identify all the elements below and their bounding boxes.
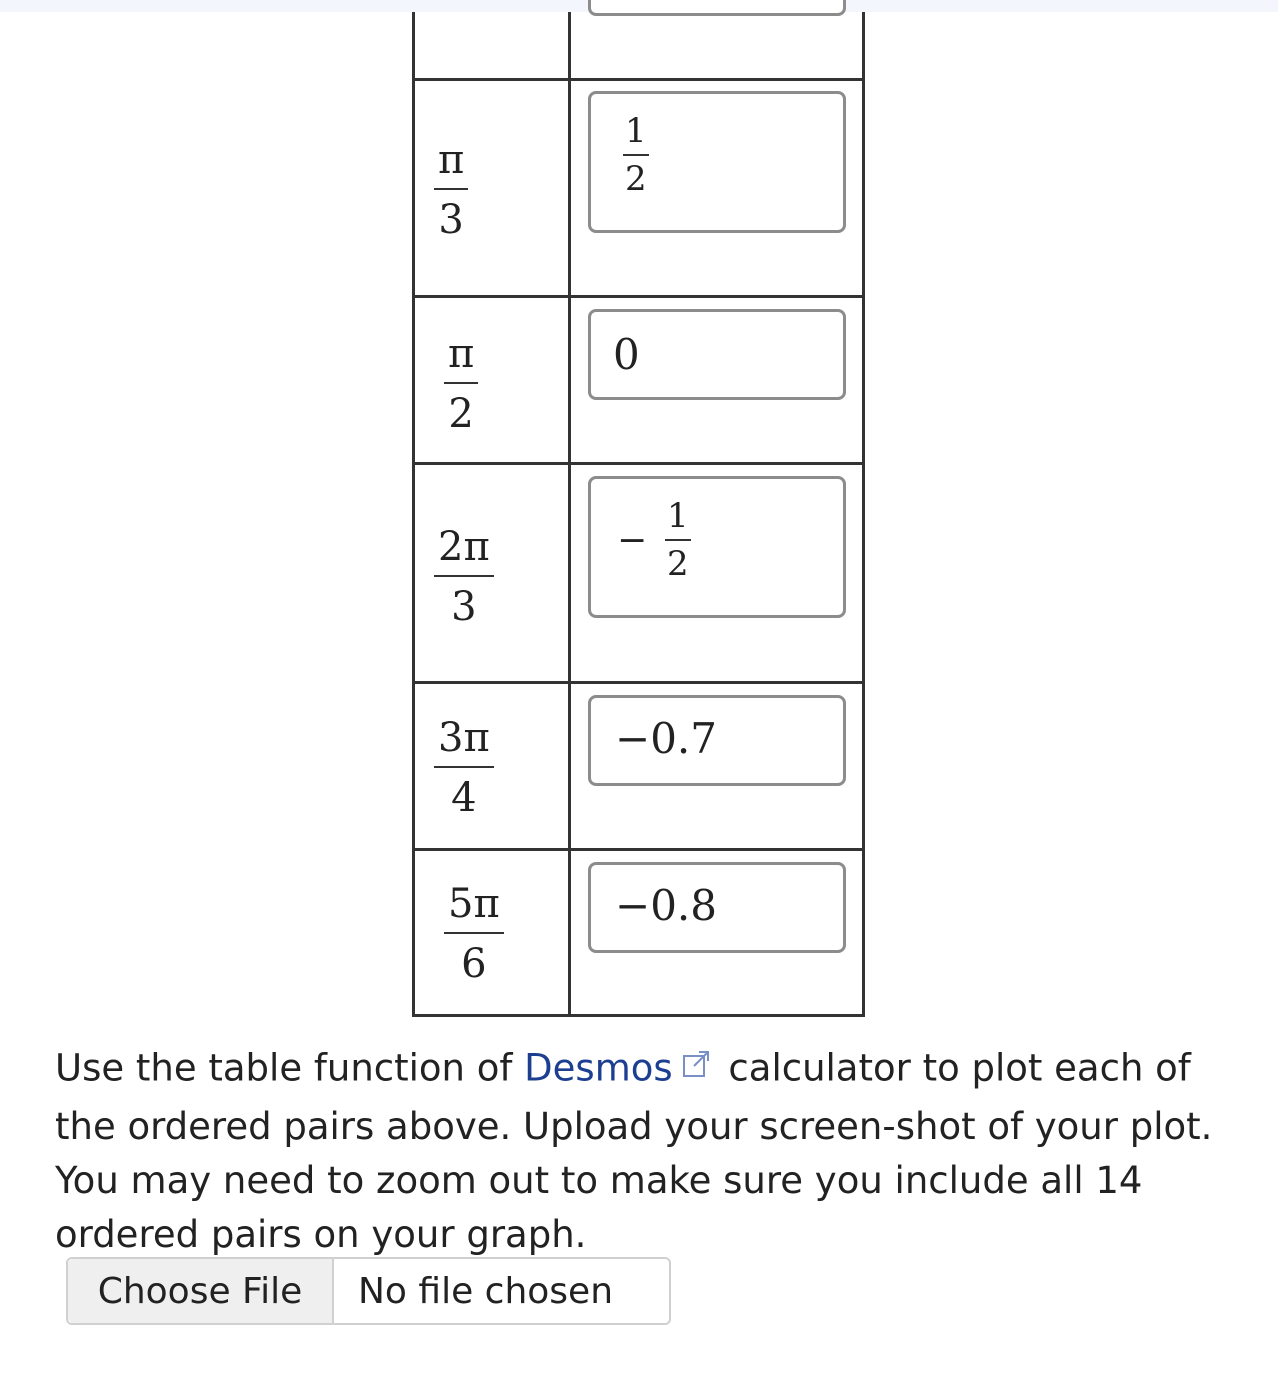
x-numerator: π xyxy=(448,331,475,377)
x-denominator: 3 xyxy=(451,584,477,630)
x-value-pi-over-3 xyxy=(434,137,468,243)
x-denominator: 4 xyxy=(451,775,477,821)
x-denominator: 3 xyxy=(438,197,464,243)
x-numerator: 5π xyxy=(448,881,500,927)
x-numerator: 2π xyxy=(438,524,490,570)
x-value-2pi-over-3 xyxy=(434,524,494,630)
x-numerator: 3π xyxy=(438,715,490,761)
y-fraction xyxy=(665,496,691,584)
row-divider xyxy=(412,78,865,81)
x-numerator: π xyxy=(438,137,465,183)
y-denominator: 2 xyxy=(667,544,689,584)
y-numerator: 1 xyxy=(625,111,647,151)
row-divider xyxy=(412,462,865,465)
y-value: 0 xyxy=(613,330,640,379)
y-fraction xyxy=(623,111,649,199)
x-value-pi-over-2 xyxy=(444,331,478,437)
x-denominator: 2 xyxy=(448,391,474,437)
x-denominator: 6 xyxy=(461,941,487,987)
table-bottom-border xyxy=(412,1014,865,1017)
y-input-row-1[interactable] xyxy=(588,91,846,233)
external-link-icon[interactable] xyxy=(681,1040,711,1094)
file-status-text: No file chosen xyxy=(358,1270,614,1312)
x-value-3pi-over-4 xyxy=(434,715,494,821)
instructions-text-end: calculator to plot each of the ordered pairs above. Upload your screen-shot of your plot. You may need to zoom out to make sure you include all 14 ordered pairs on your graph. xyxy=(55,1046,1213,1256)
table-left-border xyxy=(412,12,415,1017)
values-table xyxy=(412,0,865,1017)
table-column-divider xyxy=(568,12,571,1017)
y-input-row-3[interactable] xyxy=(588,476,846,618)
y-sign: − xyxy=(617,520,648,561)
y-input-partial[interactable] xyxy=(588,0,846,16)
row-divider xyxy=(412,681,865,684)
y-input-row-2[interactable] xyxy=(588,309,846,400)
y-denominator: 2 xyxy=(625,159,647,199)
y-input-row-5[interactable] xyxy=(588,862,846,953)
row-divider xyxy=(412,295,865,298)
y-value: −0.7 xyxy=(615,714,717,763)
desmos-link[interactable]: Desmos xyxy=(524,1046,673,1090)
y-value: −0.8 xyxy=(615,881,717,930)
row-divider xyxy=(412,848,865,851)
table-right-border xyxy=(862,12,865,1017)
y-input-row-4[interactable] xyxy=(588,695,846,786)
x-value-5pi-over-6 xyxy=(444,881,504,987)
instructions-text-start: Use the table function of xyxy=(55,1046,525,1090)
file-upload[interactable] xyxy=(66,1257,671,1325)
instructions-paragraph xyxy=(55,1040,1245,1262)
y-numerator: 1 xyxy=(667,496,689,536)
choose-file-button[interactable]: Choose File xyxy=(68,1259,334,1323)
